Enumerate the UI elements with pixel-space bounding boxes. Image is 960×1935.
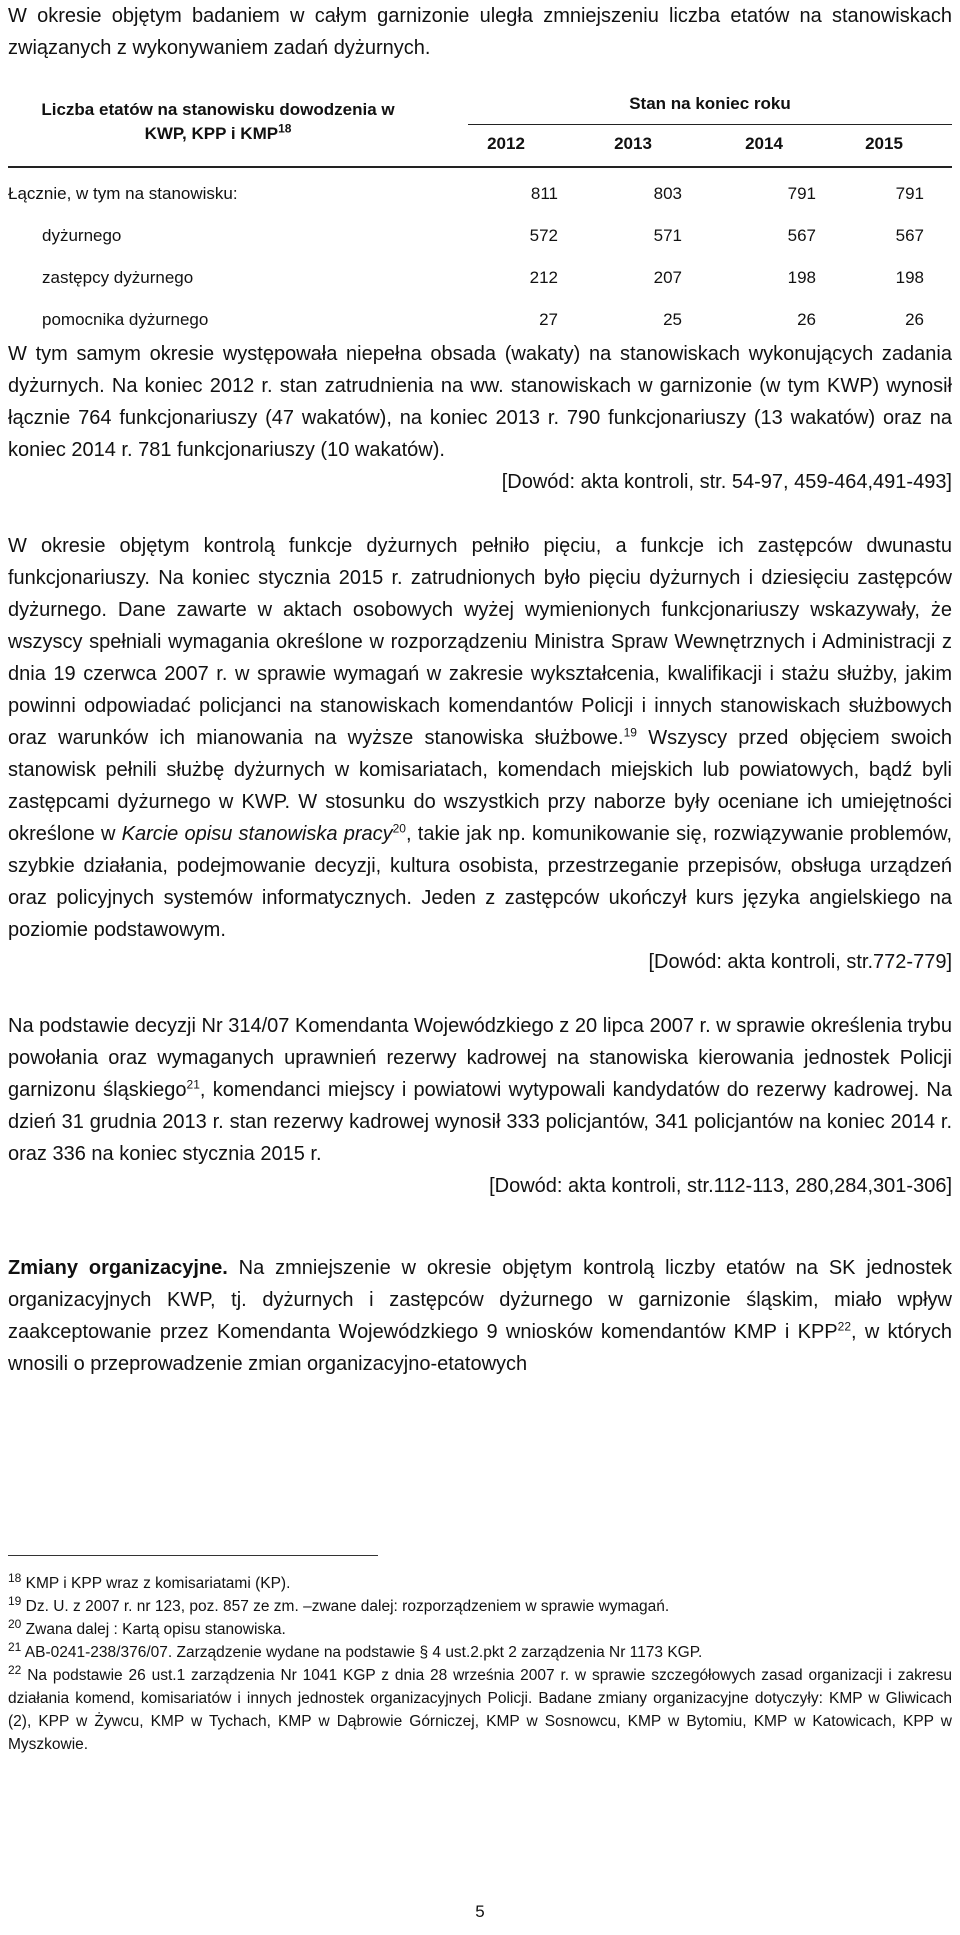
table-cell: 25: [663, 310, 682, 329]
table-cell: 198: [895, 268, 924, 287]
year-header: 2013: [614, 134, 652, 153]
table-cell: 572: [529, 226, 558, 245]
intro-paragraph: W okresie objętym badaniem w całym garnizonie uległa zmniejszeniu liczba etatów na stanowiskach związanych z wykonywaniem zadań dyżurnych.: [8, 5, 952, 59]
evidence-reference: [Dowód: akta kontroli, str.772-779]: [648, 951, 952, 973]
evidence-reference: [Dowód: akta kontroli, str. 54-97, 459-464,491-493]: [501, 471, 952, 493]
organizational-changes-section: [8, 1252, 952, 1380]
vacancy-section: [8, 338, 952, 498]
body-paragraph: W okresie objętym kontrolą funkcje dyżurnych pełniło pięciu, a funkcje ich zastępców dwunastu funkcjonariuszy. Na koniec stycznia 2015 r. zatrudnionych było pięciu dyżurnych i dziesięciu zastępców dyżurnego. Dane zawarte w aktach osobowych wyżej wymienionych funkcjonariuszy wskazywały, że wszyscy spełniali wymagania określone w rozporządzeniu Ministra Spraw Wewnętrznych i Administracji z dnia 19 czerwca 2007 r. w sprawie wymagań w zakresie wykształcenia, kwalifikacji i stażu służby, jakim powinni odpowiadać policjanci na stanowiskach komendantów Policji i innych stanowiskach służbowych oraz warunków ich mianowania na wyższe stanowiska służbowe.$^{19}$ Wszyscy przed objęciem swoich stanowisk pełnili służbę dyżurnych w komisariatach, komendach miejskich lub powiatowych, bądź byli zastępcami dyżurnego w KWP. W stosunku do wszystkich przy naborze były oceniane ich umiejętności określone w Karcie opisu stanowiska pracy$^{20}$, takie jak np. komunikowanie się, rozwiązywanie problemów, szybkie działania, podejmowanie decyzji, kultura osobista, przestrzeganie przepisów, obsługa urządzeń oraz policyjnych systemów informatycznych. Jeden z zastępców ukończył kurs języka angielskiego na poziomie podstawowym.: [8, 535, 952, 941]
row-label: dyżurnego: [42, 226, 122, 245]
table-cell: 567: [895, 226, 924, 245]
table-cell: 27: [539, 310, 558, 329]
table-cell: 26: [905, 310, 924, 329]
table-cell: 198: [787, 268, 816, 287]
table-cell: 567: [787, 226, 816, 245]
reserve-section: [8, 1010, 952, 1202]
table-header-period: Stan na koniec roku: [629, 94, 791, 113]
table-cell: 26: [797, 310, 816, 329]
table-row: [8, 258, 952, 298]
footnote-ref: 21: [186, 1077, 200, 1092]
table-header-label: Liczba etatów na stanowisku dowodzenia w KWP, KPP i KMP$^{18}$: [41, 100, 395, 143]
year-header: 2015: [865, 134, 903, 153]
table-cell: 803: [653, 184, 682, 203]
footnote: $^{22}$ Na podstawie 26 ust.1 zarządzenia Nr 1041 KGP z dnia 28 września 2007 r. w sprawie szczegółowych zasad organizacji i zakresu działania komend, komisariatów i innych jednostek organizacyjnych Policji. Badane zmiany organizacyjne dotyczyły: KMP w Gliwicach (2), KPP w Żywcu, KMP w Tychach, KMP w Dąbrowie Górniczej, KMP w Sosnowcu, KMP w Bytomiu, KMP w Katowicach, KPP w Myszkowie.: [8, 1662, 952, 1753]
qualifications-section: [8, 530, 952, 978]
table-cell: 811: [530, 184, 558, 203]
table-row: [8, 216, 952, 256]
footnotes: [8, 1572, 952, 1756]
footnote: $^{18}$ KMP i KPP wraz z komisariatami (KP).: [8, 1570, 291, 1592]
year-header: 2012: [487, 134, 525, 153]
header-divider: [468, 124, 952, 125]
footnote: $^{20}$ Zwana dalej : Kartą opisu stanowiska.: [8, 1616, 286, 1638]
table-cell: 791: [787, 184, 816, 203]
row-label: pomocnika dyżurnego: [42, 310, 209, 329]
footnote-ref: 22: [837, 1319, 851, 1334]
table-cell: 207: [653, 268, 682, 287]
table-row: [8, 174, 952, 214]
evidence-reference: [Dowód: akta kontroli, str.112-113, 280,284,301-306]: [489, 1175, 952, 1197]
footnote: $^{19}$ Dz. U. z 2007 r. nr 123, poz. 857 ze zm. –zwane dalej: rozporządzeniem w sprawie wymagań.: [8, 1593, 670, 1615]
row-label: Łącznie, w tym na stanowisku:: [8, 184, 238, 203]
footnote-ref: 20: [392, 821, 406, 836]
table-divider: [8, 166, 952, 168]
body-paragraph: W tym samym okresie występowała niepełna obsada (wakaty) na stanowiskach wykonujących zadania dyżurnych. Na koniec 2012 r. stan zatrudnienia na ww. stanowiskach w garnizonie (w tym KWP) wynosił łącznie 764 funkcjonariuszy (47 wakatów), na koniec 2013 r. 790 funkcjonariuszy (13 wakatów) oraz na koniec 2014 r. 781 funkcjonariuszy (10 wakatów).: [8, 343, 952, 461]
table-row: [8, 300, 952, 340]
table-cell: 212: [529, 268, 558, 287]
year-header: 2014: [745, 134, 783, 153]
table-cell: 791: [895, 184, 924, 203]
table-cell: 571: [653, 226, 682, 245]
body-paragraph: Na podstawie decyzji Nr 314/07 Komendanta Wojewódzkiego z 20 lipca 2007 r. w sprawie określenia trybu powołania oraz wymaganych uprawnień rezerwy kadrowej na stanowiska kierowania jednostek Policji garnizonu śląskiego$^{21}$, komendanci miejscy i powiatowi wytypowali kandydatów do rezerwy kadrowej. Na dzień 31 grudnia 2013 r. stan rezerwy kadrowej wynosił 333 policjantów, 341 policjantów na koniec 2014 r. oraz 336 na koniec stycznia 2015 r.: [8, 1015, 952, 1165]
section-heading: Zmiany organizacyjne.: [8, 1257, 228, 1279]
row-label: zastępcy dyżurnego: [42, 268, 194, 287]
body-paragraph: Zmiany organizacyjne. Na zmniejszenie w okresie objętym kontrolą liczby etatów na SK jednostek organizacyjnych KWP, tj. dyżurnych i zastępców dyżurnego w garnizonie śląskim, miało wpływ zaakceptowanie przez Komendanta Wojewódzkiego 9 wniosków komendantów KMP i KPP$^{22}$, w których wnosili o przeprowadzenie zmian organizacyjno-etatowych: [8, 1257, 952, 1375]
page-number: 5: [475, 1902, 485, 1921]
footnote-ref: 19: [623, 725, 637, 740]
footnote-separator: [8, 1555, 378, 1556]
footnote: $^{21}$ AB-0241-238/376/07. Zarządzenie wydane na podstawie § 4 ust.2.pkt 2 zarządzenia Nr 1173 KGP.: [8, 1639, 703, 1661]
